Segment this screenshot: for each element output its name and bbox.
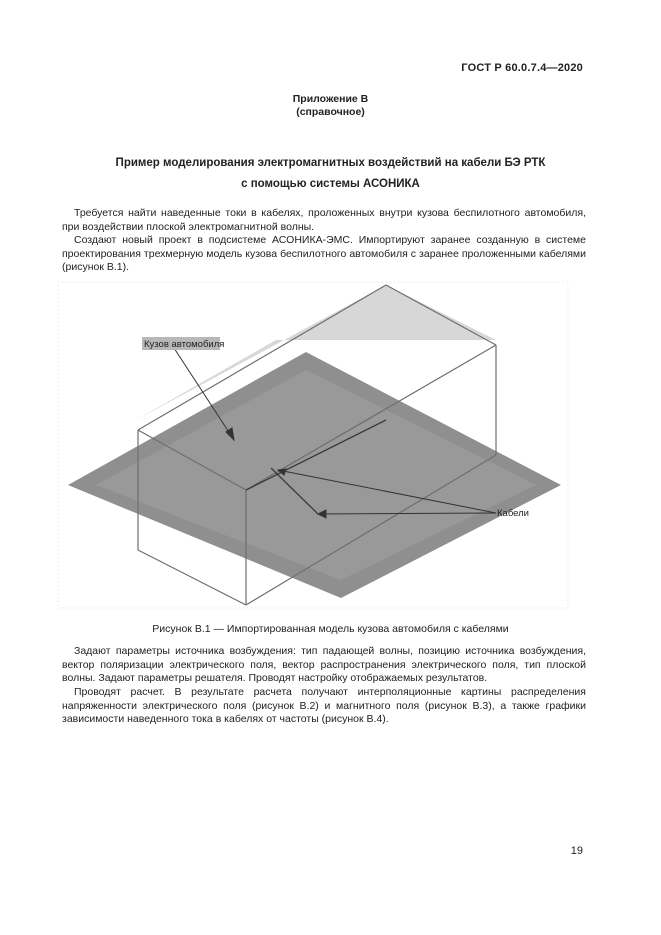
standard-number: ГОСТ Р 60.0.7.4—2020 bbox=[461, 62, 583, 74]
paragraph-4: Проводят расчет. В результате расчета получают интерполяционные картины распределения напряженности электрического поля (рисунок В.2) и магнитного поля (рисунок В.3), а также графики зависимости наведенного тока в кабелях от частоты (рисунок В.4). bbox=[62, 686, 586, 726]
paragraph-3: Задают параметры источника возбуждения: тип падающей волны, позицию источника возбуждения, вектор поляризации электрического поля, вектор распространения электрического поля, тип плоской волны. Задают параметры решателя. Проводят настройку отображаемых результатов. bbox=[62, 645, 586, 685]
car-body-3d-render bbox=[56, 280, 570, 610]
figure-caption: Рисунок В.1 — Импортированная модель кузова автомобиля с кабелями bbox=[152, 623, 509, 635]
annex-type: (справочное) bbox=[296, 106, 365, 118]
paragraph-1: Требуется найти наведенные токи в кабелях, проложенных внутри кузова беспилотного автомобиля, при воздействии плоской электромагнитной волны. bbox=[62, 207, 586, 233]
label-cables: Кабели bbox=[497, 508, 529, 519]
section-title-line1: Пример моделирования электромагнитных воздействий на кабели БЭ РТК bbox=[115, 157, 546, 169]
section-title-line2: с помощью системы АСОНИКА bbox=[241, 178, 420, 190]
paragraph-2: Создают новый проект в подсистеме АСОНИКА-ЭМС. Импортируют заранее созданную в системе проектирования трехмерную модель кузова беспилотного автомобиля с заранее проложенными кабелями (рисунок В.1). bbox=[62, 234, 586, 274]
annex-title: Приложение В bbox=[292, 93, 369, 105]
label-car-body: Кузов автомобиля bbox=[144, 339, 225, 350]
page-number: 19 bbox=[570, 845, 583, 857]
figure-car-body-model bbox=[56, 280, 570, 610]
